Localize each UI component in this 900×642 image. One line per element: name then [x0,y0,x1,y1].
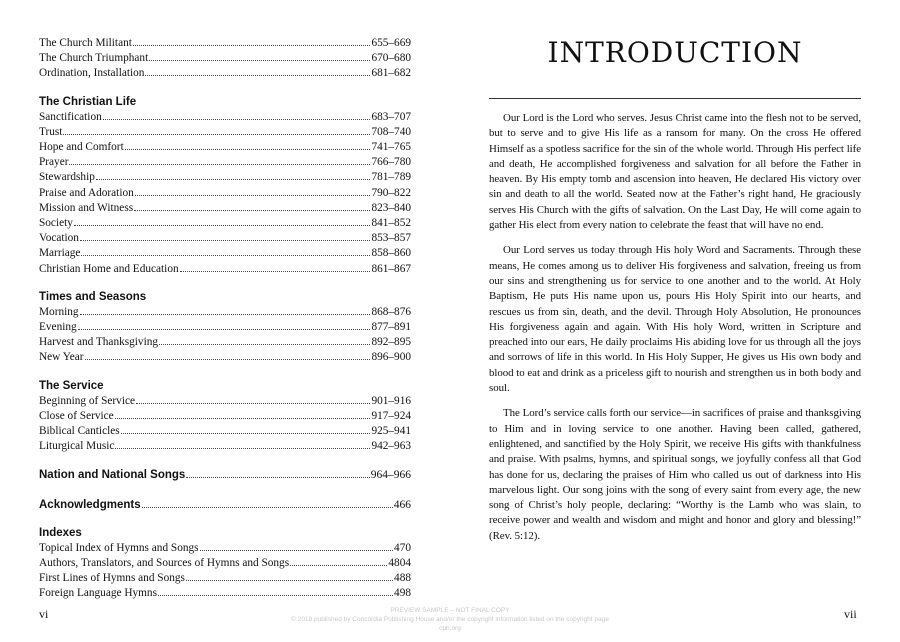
toc-entry [39,186,411,201]
toc-entry [39,335,411,350]
toc-entry [39,394,411,409]
toc-entry [39,439,411,454]
toc-entry-label: Sanctification [39,110,102,123]
toc-entry [39,140,411,155]
toc-entry-nation [39,468,411,483]
toc-entry-label: The Church Triumphant [39,52,149,65]
toc-entry-label: Harvest and Thanksgiving [39,336,159,349]
dot-leader [159,344,370,345]
toc-entry [39,424,411,439]
page-title: INTRODUCTION [547,36,803,69]
toc-entry-pages: 964–966 [370,469,411,482]
body-paragraph: Our Lord serves us today through His holy Word and Sacraments. Through these means, He comes among us to deliver His forgiveness and salvation, freeing us from our sins and strengthening us for service to one another and to the world. At Holy Baptism, He puts His name upon us, pours His Holy Spirit into our hearts, and rescues us from sin, death, and the devil. Through Holy Absolution, He pronounces His forgiveness again and again. With His holy Word, written in Scripture and preached into our ears, He daily proclaims His abiding love for us through all the joys and sorrows of life in this world. In His Holy Supper, He gives us His own body and blood to eat and drink as a priceless gift to nourish and strengthen us in both body and soul. [489,244,861,395]
toc-entry-pages: 896–900 [371,351,411,364]
introduction-page [489,36,861,554]
toc-section-heading: Indexes [39,526,82,539]
body-paragraph: The Lord’s service calls forth our service—in sacrifices of praise and thanksgiving to Him and in loving service to one another. Having been called, gathered, enlightened, and sanctified by the Holy Spirit, we receive His gifts with thankfulness and praise. With psalms, hymns, and spiritual songs, we joyfully confess all that God has done for us, declaring the praises of Him who called us out of darkness into His marvelous light. Our song joins with the song of every saint from every age, the new song of Christ’s holy people, declaring: “Worthy is the Lamb who was slain, to receive power and wealth and wisdom and might and honor and glory and blessing!” (Rev. 5:12). [489,407,861,542]
toc-entry-pages: 917–924 [371,409,411,422]
toc-entry-pages: 655–669 [371,37,411,49]
toc-entry [39,409,411,424]
dot-leader [63,134,370,135]
toc-entry [39,571,411,586]
dot-leader [145,75,370,76]
toc-entry [39,541,411,556]
toc-entry [39,231,411,246]
toc-entry [39,125,411,140]
page-number-left: vi [39,607,49,621]
toc-entry-label: Topical Index of Hymns and Songs [39,541,199,554]
toc-entry [39,305,411,320]
dot-leader [180,271,371,272]
toc-entry-pages: 741–765 [371,141,411,154]
toc-entry-pages: 681–682 [371,67,411,80]
toc-entry-label: Praise and Adoration [39,186,134,199]
toc-entry-pages: 781–789 [371,171,411,184]
toc-entry-label: Nation and National Songs [39,469,186,482]
dot-leader [80,314,371,315]
dot-leader [125,149,371,150]
toc-entry-label: Foreign Language Hymns [39,587,157,600]
toc-entry-label: First Lines of Hymns and Songs [39,572,185,585]
toc-entry [39,216,411,231]
introduction-body [489,111,861,544]
dot-leader [69,164,370,165]
dot-leader [158,595,393,596]
toc-entry [39,155,411,170]
toc-entry-label: Society [39,217,73,230]
toc-entry-label: Evening [39,321,77,334]
dot-leader [135,195,371,196]
toc-entry-pages: 925–941 [371,425,411,438]
toc-entry [39,201,411,216]
toc-entry-label: Morning [39,305,79,318]
toc-entry-label: Trust [39,125,63,138]
toc-section-heading: The Christian Life [39,95,137,108]
toc-entry-label: Authors, Translators, and Sources of Hymns and Songs [39,557,290,570]
toc-entry-pages: 823–840 [371,201,411,214]
toc-entry [39,556,411,571]
toc-entry-label: Acknowledgments [39,498,141,511]
dot-leader [103,119,371,120]
toc-entry-pages: 498 [394,587,411,600]
toc-entry-label: Stewardship [39,171,95,184]
dot-leader [115,448,370,449]
toc-section-heading: Times and Seasons [39,290,147,303]
toc-entry [39,262,411,277]
dot-leader [186,477,369,478]
toc-page [39,36,411,602]
dot-leader [80,240,371,241]
toc-entry-pages: 766–780 [371,156,411,169]
toc-entry [39,36,411,51]
toc-entry-pages: 470 [394,541,411,554]
dot-leader [149,60,370,61]
dot-leader [115,418,371,419]
toc-entry-acknowledgments [39,498,411,513]
toc-entry-pages: 4804 [388,557,411,570]
dot-leader [290,565,387,566]
toc-entry-pages: 708–740 [371,125,411,138]
toc-entry-pages: 861–867 [371,262,411,275]
toc-entry-pages: 853–857 [371,232,411,245]
toc-entry-pages: 901–916 [371,394,411,407]
toc-entry [39,350,411,365]
dot-leader [96,179,371,180]
toc-entry-label: The Church Militant [39,37,132,49]
dot-leader [134,210,370,211]
toc-entry-pages: 942–963 [371,440,411,453]
toc-entry-label: Beginning of Service [39,394,136,407]
dot-leader [81,255,370,256]
toc-entry [39,66,411,81]
toc-entry-pages: 868–876 [371,305,411,318]
toc-entry-pages: 841–852 [371,217,411,230]
toc-entry [39,586,411,601]
dot-leader [186,580,393,581]
toc-entry-pages: 683–707 [371,110,411,123]
dot-leader [136,403,370,404]
toc-entry-pages: 670–680 [371,52,411,65]
publisher-url: cph.org [439,625,461,632]
dot-leader [200,550,394,551]
toc-entry-label: Hope and Comfort [39,141,124,154]
toc-entry [39,51,411,66]
toc-groups [39,36,411,454]
dot-leader [78,329,371,330]
toc-entry-pages: 466 [393,498,411,511]
toc-entry [39,320,411,335]
toc-entry-label: Biblical Canticles [39,425,120,438]
toc-indexes [39,541,411,602]
toc-entry-pages: 790–822 [371,186,411,199]
toc-entry-pages: 892–895 [371,336,411,349]
dot-leader [74,225,371,226]
toc-entry-label: New Year [39,351,84,364]
title-rule [489,98,861,99]
dot-leader [85,359,371,360]
toc-section-heading: The Service [39,379,104,392]
toc-entry-label: Christian Home and Education [39,262,179,275]
page-number-right: vii [844,607,857,621]
toc-entry [39,246,411,261]
dot-leader [121,433,371,434]
toc-entry-label: Ordination, Installation [39,67,145,80]
toc-entry-pages: 877–891 [371,321,411,334]
dot-leader [142,507,393,508]
toc-entry-label: Close of Service [39,409,114,422]
toc-entry-label: Marriage [39,247,81,260]
toc-entry-label: Vocation [39,232,79,245]
body-paragraph: Our Lord is the Lord who serves. Jesus Christ came into the flesh not to be served, but to serve and to give His life as a ransom for many. On the cross He offered Himself as a spotless sacrifice for the sin of the whole world. Through His perfect life and death, He accomplished forgiveness and salvation for all before the Father in heaven. By His empty tomb and ascension into heaven, He declared His victory over sin and death to all the world. Seated now at the Father’s right hand, He graciously serves His Church with the gifts of salvation. On the Last Day, He will come again to gather His elect from every nation to celebrate the feast that will have no end. [489,112,861,232]
toc-entry-pages: 488 [394,572,411,585]
toc-entry-label: Mission and Witness [39,201,134,214]
toc-entry [39,110,411,125]
toc-entry-label: Liturgical Music [39,440,115,453]
dot-leader [133,45,371,46]
toc-entry-pages: 858–860 [371,247,411,260]
copyright-note: © 2018 published by Concordia Publishing House and/or the copyright information listed on the copyright page [291,616,609,623]
preview-watermark: PREVIEW SAMPLE – NOT FINAL COPY [390,607,510,614]
toc-entry [39,170,411,185]
toc-entry-label: Prayer [39,156,69,169]
